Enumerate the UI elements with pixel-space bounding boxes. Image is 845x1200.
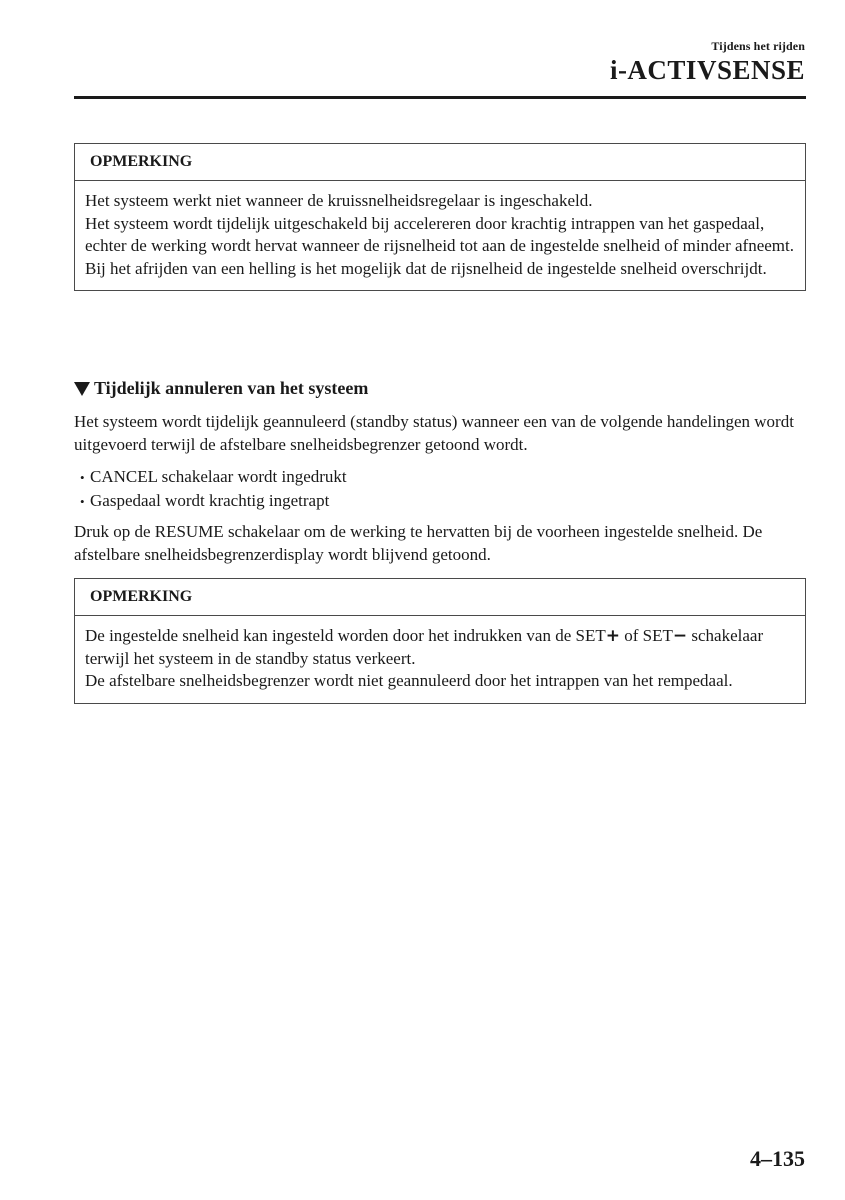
- section-heading-text: Tijdelijk annuleren van het systeem: [94, 378, 369, 398]
- plus-icon: +: [605, 626, 620, 646]
- list-item: [80, 466, 347, 490]
- note-text: De ingestelde snelheid kan ingesteld worden door het indrukken van de SET: [85, 626, 606, 645]
- note-box-1: [74, 143, 806, 291]
- note-heading: OPMERKING: [75, 144, 805, 181]
- note-paragraph: [85, 625, 795, 670]
- minus-icon: −: [672, 626, 688, 646]
- chapter-title: i-ACTIVSENSE: [609, 55, 805, 85]
- note-paragraph: Het systeem werkt niet wanneer de kruissnelheidsregelaar is ingeschakeld.: [85, 191, 593, 210]
- note-paragraph: Bij het afrijden van een helling is het mogelijk dat de rijsnelheid de ingestelde snelheid overschrijdt.: [85, 258, 767, 278]
- note-box-2: [74, 578, 806, 704]
- note-text: of SET: [619, 626, 673, 645]
- note-body: [75, 616, 805, 703]
- page-number: 4–135: [750, 1146, 805, 1171]
- section-outro: Druk op de RESUME schakelaar om de werking te hervatten bij de voorheen ingestelde snelheid. De afstelbare snelheidsbegrenzerdisplay wordt blijvend getoond.: [74, 522, 763, 564]
- bullet-list: [80, 466, 347, 513]
- chapter-subtitle: Tijdens het rijden: [711, 39, 805, 53]
- list-item-text: Gaspedaal wordt krachtig ingetrapt: [90, 490, 330, 510]
- note-paragraph: De afstelbare snelheidsbegrenzer wordt niet geannuleerd door het intrappen van het rempedaal.: [85, 671, 733, 690]
- note-heading: OPMERKING: [75, 579, 805, 616]
- list-item-text: CANCEL schakelaar wordt ingedrukt: [90, 467, 347, 486]
- note-text: schakelaar terwijl het systeem in de standby status verkeert.: [85, 626, 764, 668]
- note-paragraph: Het systeem wordt tijdelijk uitgeschakeld bij accelereren door krachtig intrappen van het gaspedaal, echter de werking wordt hervat wanneer de rijsnelheid tot aan de ingestelde snelheid of minder afneemt.: [85, 213, 795, 255]
- section-heading: [74, 376, 368, 400]
- section-intro: Het systeem wordt tijdelijk geannuleerd (standby status) wanneer een van de volgende handelingen wordt uitgevoerd terwijl de afstelbare snelheidsbegrenzer getoond wordt.: [74, 412, 794, 454]
- header-divider: [74, 96, 806, 99]
- down-triangle-icon: [74, 382, 90, 396]
- list-item: [80, 490, 347, 514]
- note-body: [75, 181, 805, 290]
